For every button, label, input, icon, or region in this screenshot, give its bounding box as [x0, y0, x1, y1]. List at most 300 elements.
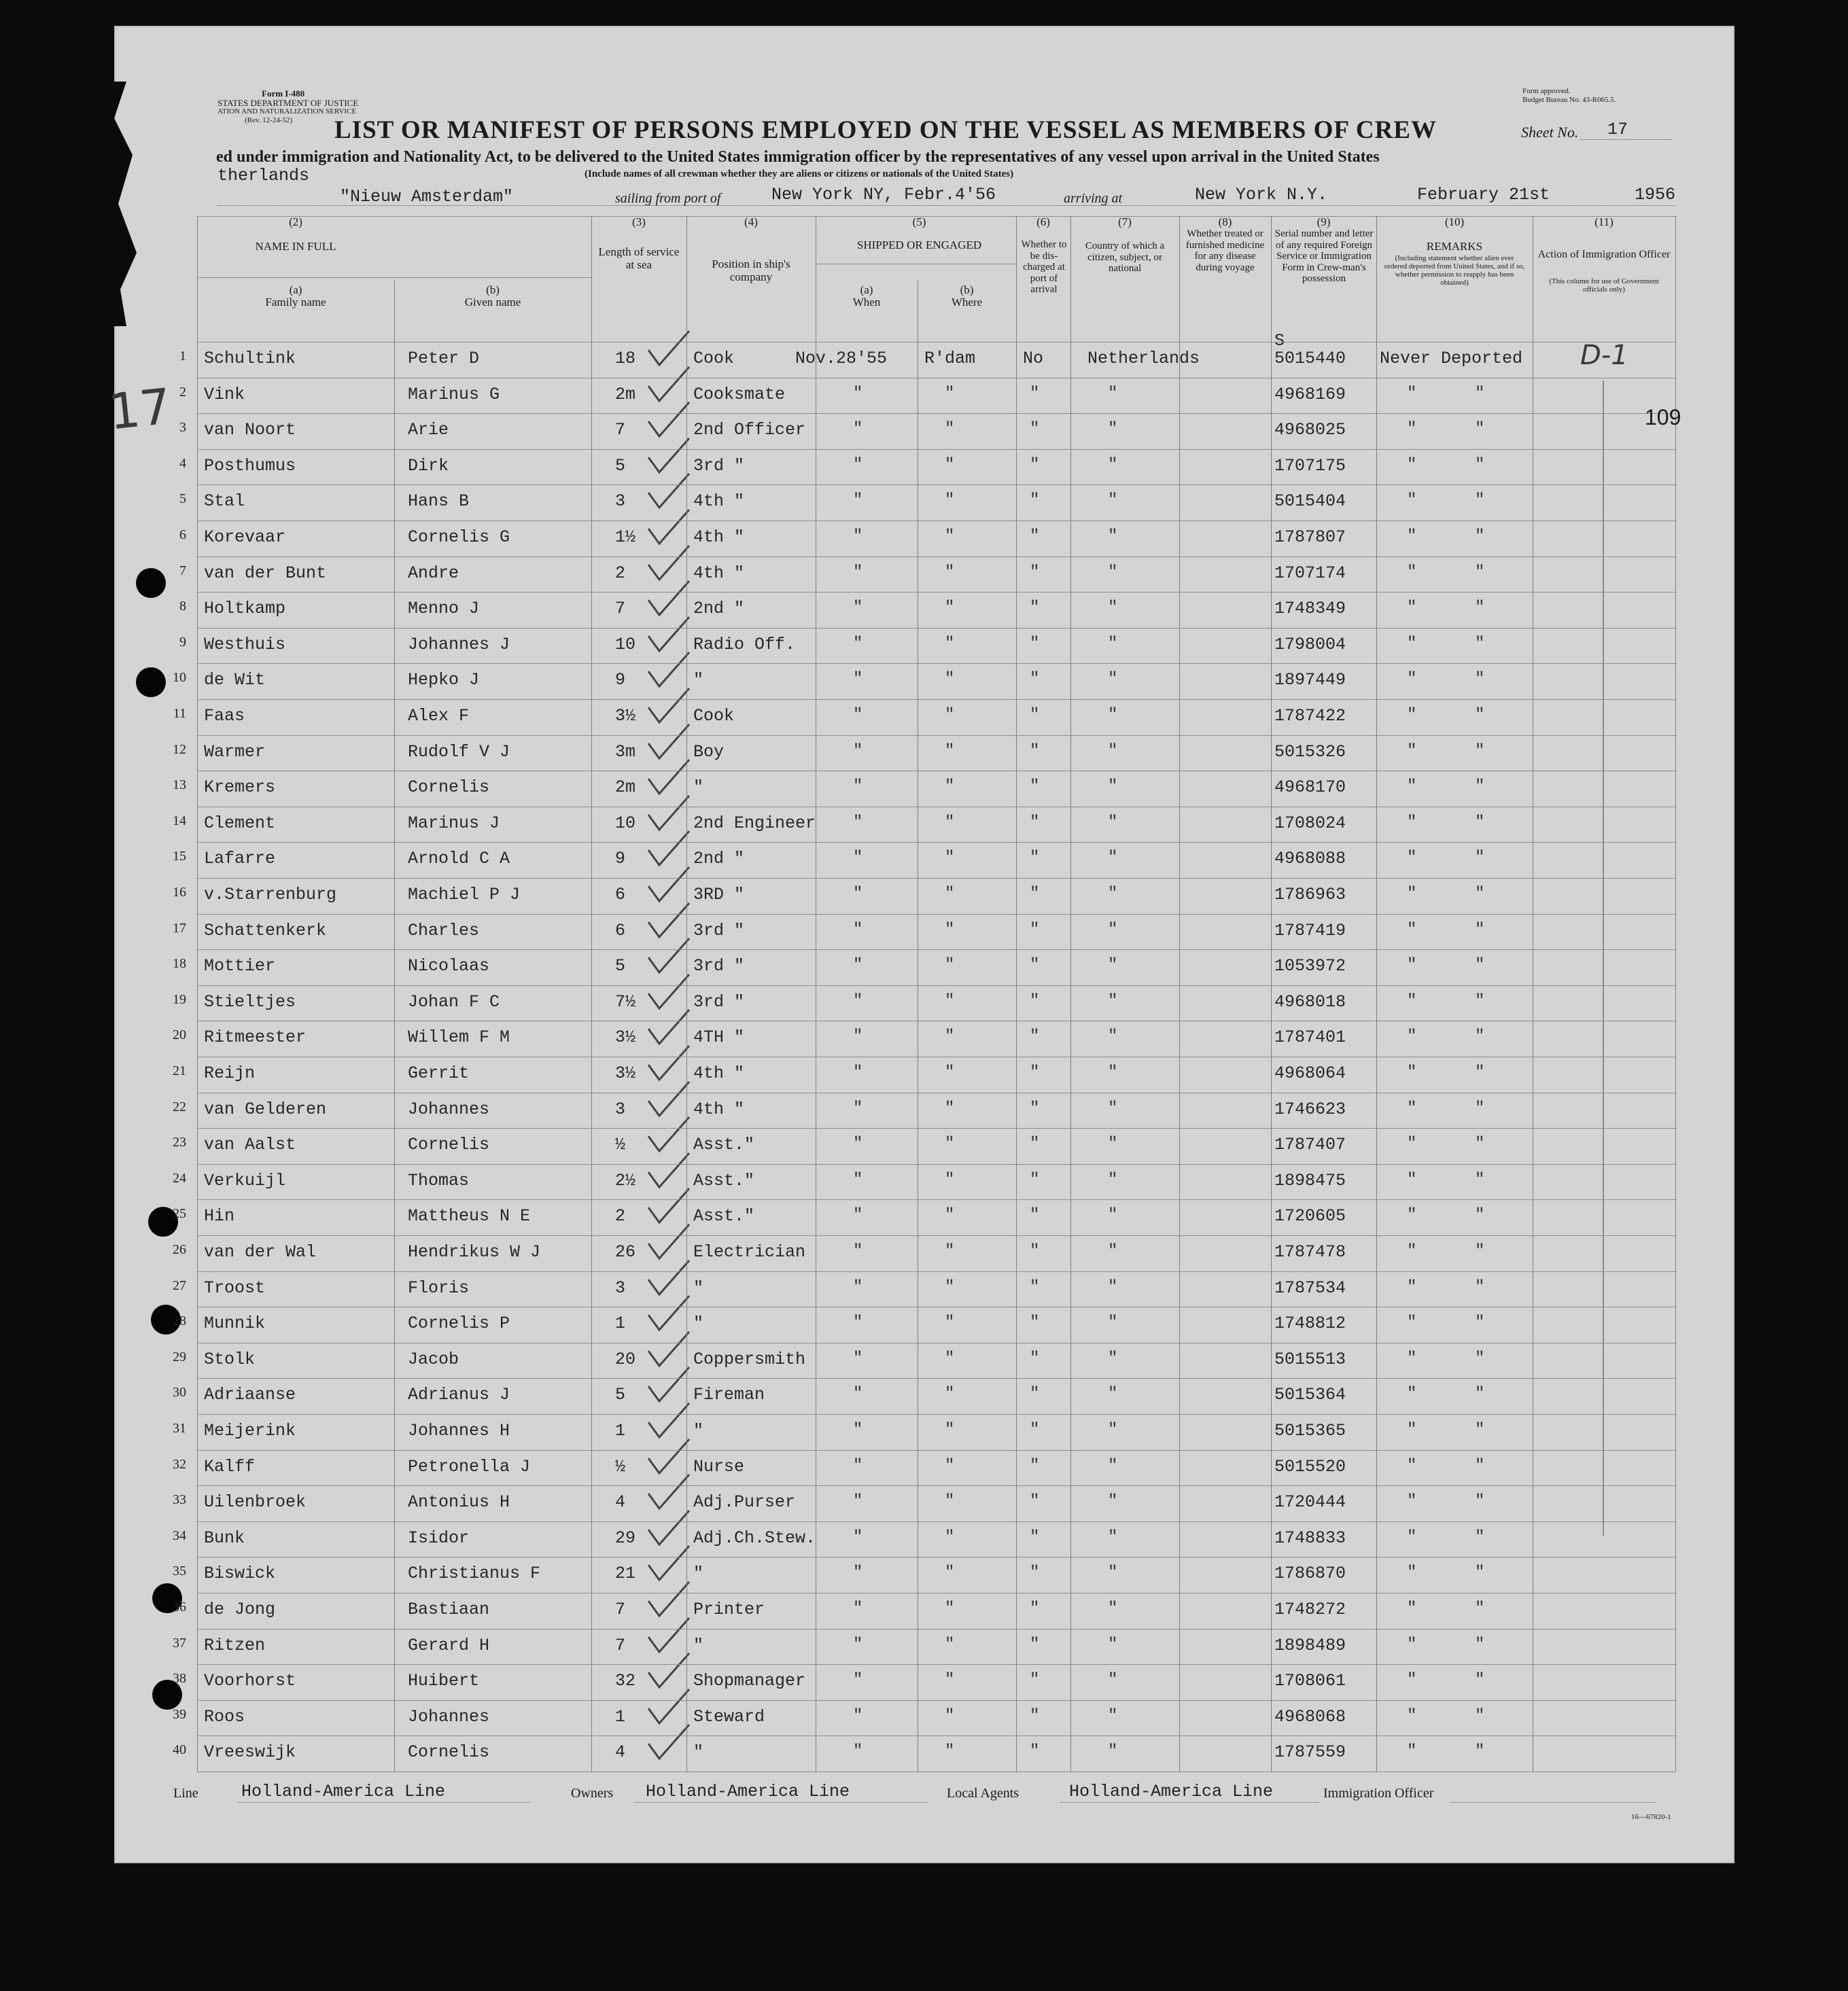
form-number: Form I-480 [262, 88, 305, 99]
cell-family: Ritmeester [204, 1027, 307, 1048]
cell-service: 7 [615, 1600, 626, 1619]
row-rule [197, 592, 1675, 593]
cell-position: 2nd " [693, 849, 745, 869]
ditto-mark: " [1030, 849, 1040, 868]
ditto-mark: " [853, 1206, 863, 1225]
ditto-mark: " [853, 1314, 863, 1333]
cell-given: Bastiaan [408, 1600, 490, 1619]
cell-given: Cornelis [408, 1742, 490, 1763]
cell-given: Cornelis P [408, 1314, 510, 1334]
cell-service: 6 [615, 885, 626, 904]
crew-row [173, 1485, 1675, 1521]
ditto-mark: " [945, 777, 955, 796]
ditto-mark: " [1030, 1385, 1040, 1404]
crew-row [179, 449, 1675, 484]
row-number: 31 [173, 1421, 186, 1436]
cell-family: Warmer [204, 741, 266, 762]
ditto-mark: " [945, 991, 955, 1010]
ditto-mark: " [1407, 420, 1417, 439]
include-note: (Include names of all crewman whether they are aliens or citizens or nationals of the United States) [585, 169, 1014, 179]
ditto-mark: " [945, 1206, 955, 1225]
ditto-mark: " [945, 1170, 955, 1189]
cell-given: Marinus J [408, 813, 500, 833]
ditto-mark: " [1108, 920, 1118, 939]
row-number: 20 [173, 1027, 186, 1043]
ditto-mark: " [853, 634, 863, 653]
cell-position: " [693, 777, 704, 798]
cell-position: Asst." [693, 1170, 755, 1191]
flag-country: therlands [217, 166, 310, 186]
print-code: 16—67820-1 [1631, 1813, 1671, 1821]
crew-row [179, 413, 1675, 448]
ditto-mark: " [945, 1063, 955, 1082]
ditto-mark: " [1407, 1456, 1417, 1475]
cell-service: 3½ [615, 1027, 636, 1048]
crew-row [179, 484, 1675, 520]
cell-position: 2nd Officer [693, 420, 806, 440]
ditto-mark: " [1108, 1206, 1118, 1225]
ditto-mark: " [1108, 1242, 1118, 1261]
cell-position: Radio Off. [693, 634, 796, 654]
cell-country: Netherlands [1087, 349, 1200, 368]
row-rule [197, 1450, 1675, 1451]
row-number: 4 [179, 455, 186, 471]
ditto-mark: " [1108, 1099, 1118, 1118]
ditto-mark: " [1475, 1314, 1485, 1333]
cell-position: Asst." [693, 1135, 755, 1155]
cell-given: Adrianus J [408, 1385, 510, 1405]
ditto-mark: " [1108, 991, 1118, 1010]
ditto-mark: " [1030, 1456, 1040, 1475]
row-number: 15 [173, 849, 186, 864]
ditto-mark: " [1030, 1278, 1040, 1297]
row-rule [197, 413, 1675, 414]
cell-family: van Gelderen [204, 1099, 327, 1119]
cell-family: Vreeswijk [204, 1742, 296, 1763]
row-number: 33 [173, 1492, 186, 1508]
ditto-mark: " [1030, 634, 1040, 653]
cell-given: Johannes H [408, 1421, 510, 1441]
cell-given: Johannes J [408, 634, 510, 654]
cell-service: 6 [615, 920, 626, 940]
cell-given: Charles [408, 920, 480, 940]
cell-service: 2m [615, 384, 636, 404]
cell-given: Willem F M [408, 1027, 510, 1048]
ditto-mark: " [1407, 1135, 1417, 1154]
ditto-mark: " [1030, 420, 1040, 439]
ditto-mark: " [945, 527, 955, 546]
ditto-mark: " [1475, 1528, 1485, 1547]
sheet-underline [1580, 139, 1672, 140]
ditto-mark: " [945, 956, 955, 975]
ditto-mark: " [1108, 599, 1118, 618]
ditto-mark: " [1407, 1635, 1417, 1654]
ditto-mark: " [853, 1528, 863, 1547]
arrival-year: 1956 [1635, 185, 1676, 205]
ditto-mark: " [853, 599, 863, 618]
cell-service: 7 [615, 420, 626, 440]
ditto-mark: " [1108, 1600, 1118, 1618]
cell-given: Rudolf V J [408, 741, 510, 762]
ditto-mark: " [853, 885, 863, 903]
ditto-mark: " [1407, 599, 1417, 618]
cell-service: 5 [615, 455, 626, 476]
cell-serial: 1898475 [1274, 1170, 1346, 1191]
ditto-mark: " [853, 956, 863, 975]
crew-row [179, 378, 1675, 413]
crew-row [173, 1343, 1675, 1378]
ditto-mark: " [1407, 563, 1417, 582]
footer-line-label: Line [173, 1786, 198, 1801]
cell-position: " [693, 1421, 704, 1441]
crew-row [173, 1057, 1675, 1092]
ditto-mark: " [853, 455, 863, 474]
cell-family: Kalff [204, 1456, 256, 1477]
ditto-mark: " [1407, 1564, 1417, 1583]
ditto-mark: " [1108, 670, 1118, 689]
cell-position: 4th " [693, 491, 745, 512]
crew-row [173, 1093, 1675, 1128]
cell-position: Adj.Ch.Stew. [693, 1528, 816, 1548]
footer-agents-value: Holland-America Line [1069, 1782, 1274, 1801]
cell-position: 3RD " [693, 885, 745, 904]
cell-service: 7 [615, 599, 626, 619]
cell-family: Kremers [204, 777, 276, 798]
cell-family: van Aalst [204, 1135, 296, 1155]
arriving-label: arriving at [1064, 191, 1123, 206]
ditto-mark: " [1030, 1421, 1040, 1439]
ditto-mark: " [853, 1135, 863, 1154]
ditto-mark: " [1108, 527, 1118, 546]
row-number: 32 [173, 1456, 186, 1472]
ditto-mark: " [1475, 420, 1485, 439]
row-number: 19 [173, 991, 186, 1007]
ditto-mark: " [1030, 1706, 1040, 1725]
ditto-mark: " [945, 384, 955, 403]
crew-row [173, 735, 1675, 771]
ditto-mark: " [853, 1706, 863, 1725]
crew-row [173, 1128, 1675, 1163]
cell-serial: 1787422 [1274, 706, 1346, 726]
row-number: 39 [173, 1706, 186, 1722]
cell-serial: 1748349 [1274, 599, 1346, 619]
ditto-mark: " [1030, 1600, 1040, 1618]
ditto-mark: " [853, 1742, 863, 1761]
cell-discharged: No [1023, 349, 1044, 368]
ditto-mark: " [1030, 1314, 1040, 1333]
cell-position: 2nd Engineer [693, 813, 816, 833]
cell-given: Antonius H [408, 1492, 510, 1513]
row-number: 38 [173, 1671, 186, 1687]
ditto-mark: " [1475, 885, 1485, 903]
ditto-mark: " [1407, 384, 1417, 403]
ditto-mark: " [1407, 1314, 1417, 1333]
ditto-mark: " [945, 1706, 955, 1725]
col-when-header: When [852, 296, 881, 309]
ditto-mark: " [1108, 1528, 1118, 1547]
cell-service: 7½ [615, 991, 636, 1012]
cell-family: Reijn [204, 1063, 256, 1083]
cell-given: Cornelis G [408, 527, 510, 547]
cell-service: 5 [615, 956, 626, 976]
cell-serial: 1748812 [1274, 1314, 1346, 1334]
form-title: LIST OR MANIFEST OF PERSONS EMPLOYED ON THE VESSEL AS MEMBERS OF CREW [334, 116, 1437, 144]
cell-service: 10 [615, 813, 636, 833]
row-rule [197, 878, 1675, 879]
ditto-mark: " [945, 1635, 955, 1654]
cell-given: Menno J [408, 599, 480, 619]
cell-serial: 1746623 [1274, 1099, 1346, 1119]
cell-service: 3 [615, 1099, 626, 1119]
immigration-action-mark: D-1 [1580, 340, 1628, 371]
cell-service: 20 [615, 1349, 636, 1369]
arrival-date: February 21st [1417, 185, 1550, 205]
action-vertical-mark [1603, 381, 1604, 1536]
ditto-mark: " [1407, 706, 1417, 724]
crew-row [173, 1700, 1675, 1735]
cell-family: Vink [204, 384, 245, 404]
ditto-mark: " [1108, 634, 1118, 653]
ditto-mark: " [1475, 1242, 1485, 1261]
cell-service: 18 [615, 349, 636, 368]
row-rule [197, 1128, 1675, 1129]
crew-row [179, 592, 1675, 627]
ditto-mark: " [945, 670, 955, 689]
ditto-mark: " [1108, 956, 1118, 975]
ditto-mark: " [1407, 777, 1417, 796]
ditto-mark: " [1475, 1742, 1485, 1761]
crew-row [173, 1235, 1675, 1271]
ditto-mark: " [1407, 813, 1417, 832]
ditto-mark: " [1475, 384, 1485, 403]
ditto-mark: " [1030, 706, 1040, 724]
col-discharged-number: (6) [1036, 215, 1050, 228]
column-divider [394, 281, 395, 1772]
crew-row [179, 557, 1675, 592]
cell-position: 4th " [693, 527, 745, 547]
crew-row [173, 1664, 1675, 1699]
cell-serial: 4968088 [1274, 849, 1346, 869]
ditto-mark: " [945, 1135, 955, 1154]
cell-position: " [693, 1314, 704, 1334]
row-rule [197, 484, 1675, 485]
footer-line-underline [238, 1802, 530, 1803]
cell-given: Christianus F [408, 1564, 541, 1584]
col-when-letter: (a) [860, 283, 873, 296]
ditto-mark: " [1030, 1206, 1040, 1225]
ditto-mark: " [1407, 1742, 1417, 1761]
row-number: 13 [173, 777, 186, 793]
ditto-mark: " [945, 1564, 955, 1583]
cell-position: Boy [693, 741, 725, 762]
ditto-mark: " [853, 1492, 863, 1511]
cell-family: Troost [204, 1278, 266, 1298]
cell-service: 2 [615, 1206, 626, 1227]
cell-serial: 1798004 [1274, 634, 1346, 654]
ditto-mark: " [1030, 741, 1040, 760]
ditto-mark: " [1108, 491, 1118, 510]
crew-row [179, 521, 1675, 556]
ditto-mark: " [1030, 991, 1040, 1010]
ditto-mark: " [1475, 527, 1485, 546]
cell-position: Fireman [693, 1385, 765, 1405]
crew-row [173, 1521, 1675, 1557]
row-number: 26 [173, 1242, 186, 1257]
ditto-mark: " [1030, 920, 1040, 939]
cell-given: Thomas [408, 1170, 470, 1191]
footer-officer-label: Immigration Officer [1323, 1786, 1434, 1801]
crew-row [173, 1557, 1675, 1592]
cell-family: van der Bunt [204, 563, 327, 583]
cell-position: Cook [693, 706, 735, 726]
cell-serial-letter: S [1274, 331, 1285, 351]
ditto-mark: " [1108, 706, 1118, 724]
ditto-mark: " [945, 1600, 955, 1618]
cell-position: Cook [693, 349, 735, 368]
ditto-mark: " [1475, 1706, 1485, 1725]
ditto-mark: " [1407, 634, 1417, 653]
row-rule [197, 1485, 1675, 1486]
ditto-mark: " [1475, 491, 1485, 510]
col-given-letter: (b) [486, 283, 500, 296]
row-rule [197, 985, 1675, 986]
ditto-mark: " [853, 1600, 863, 1618]
crew-row [179, 331, 1675, 377]
row-rule [197, 1664, 1675, 1665]
crew-row [173, 1199, 1675, 1235]
ditto-mark: " [853, 706, 863, 724]
cell-service: 2 [615, 563, 626, 583]
ditto-mark: " [1030, 1170, 1040, 1189]
crew-row [173, 1307, 1675, 1342]
crew-row [173, 1271, 1675, 1307]
ditto-mark: " [853, 920, 863, 939]
cell-service: 32 [615, 1671, 636, 1691]
col-where-header: Where [951, 296, 983, 309]
ditto-mark: " [1030, 384, 1040, 403]
row-number: 30 [173, 1385, 186, 1400]
ditto-mark: " [945, 563, 955, 582]
cell-position: Electrician [693, 1242, 806, 1262]
ditto-mark: " [1475, 849, 1485, 868]
ditto-mark: " [945, 1242, 955, 1261]
cell-given: Cornelis [408, 777, 490, 798]
ditto-mark: " [1108, 420, 1118, 439]
row-number: 37 [173, 1635, 186, 1651]
footer-agents-label: Local Agents [947, 1786, 1019, 1801]
ditto-mark: " [1108, 1492, 1118, 1511]
cell-given: Hendrikus W J [408, 1242, 541, 1262]
ditto-mark: " [1407, 1206, 1417, 1225]
row-number: 23 [173, 1135, 186, 1150]
ditto-mark: " [1475, 813, 1485, 832]
ditto-mark: " [945, 455, 955, 474]
ditto-mark: " [1108, 1385, 1118, 1404]
cell-given: Andre [408, 563, 459, 583]
cell-family: Mottier [204, 956, 276, 976]
ditto-mark: " [1108, 1170, 1118, 1189]
dept-line-1: STATES DEPARTMENT OF JUSTICE [217, 98, 359, 108]
ditto-mark: " [945, 1385, 955, 1404]
ditto-mark: " [1475, 706, 1485, 724]
ditto-mark: " [945, 1421, 955, 1439]
ditto-mark: " [853, 670, 863, 689]
cell-family: Schultink [204, 349, 296, 368]
cell-position: 4th " [693, 1063, 745, 1083]
cell-family: Biswick [204, 1564, 276, 1584]
ditto-mark: " [853, 991, 863, 1010]
ditto-mark: " [1475, 1635, 1485, 1654]
cell-position: 3rd " [693, 956, 745, 976]
cell-service: 3 [615, 1278, 626, 1298]
ditto-mark: " [1475, 1600, 1485, 1618]
row-rule [197, 735, 1675, 736]
row-number: 28 [173, 1314, 186, 1329]
sheet-number: 17 [1607, 120, 1628, 139]
cell-serial: 1787534 [1274, 1278, 1346, 1298]
ditto-mark: " [1030, 1063, 1040, 1082]
cell-serial: 4968068 [1274, 1706, 1346, 1727]
ditto-mark: " [1108, 1349, 1118, 1368]
crew-row [173, 878, 1675, 913]
footer-officer-underline [1451, 1802, 1655, 1803]
name-subheader-rule [197, 277, 591, 278]
ditto-mark: " [945, 1742, 955, 1761]
ditto-mark: " [1475, 1063, 1485, 1082]
row-rule [197, 1199, 1675, 1200]
col-remarks-note: (Including statement whether alien ever ordered deported from United States, and if so, whether permission to reapply has been obtained) [1384, 254, 1525, 287]
ditto-mark: " [1407, 1528, 1417, 1547]
margin-page-number: 109 [1645, 405, 1681, 429]
ditto-mark: " [1108, 1135, 1118, 1154]
footer-owners-label: Owners [571, 1786, 614, 1801]
cell-serial: 4968064 [1274, 1063, 1346, 1083]
ditto-mark: " [1475, 455, 1485, 474]
ditto-mark: " [1475, 1564, 1485, 1583]
cell-family: Holtkamp [204, 599, 286, 619]
ditto-mark: " [1407, 1492, 1417, 1511]
cell-serial: 1898489 [1274, 1635, 1346, 1655]
ditto-mark: " [1475, 599, 1485, 618]
row-number: 12 [173, 741, 186, 757]
cell-given: Gerrit [408, 1063, 470, 1083]
row-number: 5 [179, 491, 186, 507]
ditto-mark: " [1030, 1492, 1040, 1511]
dept-line-2: ATION AND NATURALIZATION SERVICE [217, 107, 357, 116]
cell-position: 2nd " [693, 599, 745, 619]
crew-row [173, 807, 1675, 842]
cell-family: Schattenkerk [204, 920, 327, 940]
ditto-mark: " [1030, 563, 1040, 582]
ditto-mark: " [1108, 813, 1118, 832]
ditto-mark: " [1030, 956, 1040, 975]
ditto-mark: " [1030, 670, 1040, 689]
row-number: 3 [179, 420, 186, 436]
cell-family: Korevaar [204, 527, 286, 547]
cell-family: Voorhorst [204, 1671, 296, 1691]
cell-position: " [693, 1278, 704, 1298]
col-family-header: Family name [265, 296, 326, 309]
ditto-mark: " [945, 420, 955, 439]
row-rule [197, 663, 1675, 664]
ditto-mark: " [945, 741, 955, 760]
cell-position: 3rd " [693, 991, 745, 1012]
ditto-mark: " [853, 420, 863, 439]
footer-owners-value: Holland-America Line [646, 1782, 850, 1801]
ditto-mark: " [853, 1242, 863, 1261]
ditto-mark: " [853, 1456, 863, 1475]
cell-family: Roos [204, 1706, 245, 1727]
